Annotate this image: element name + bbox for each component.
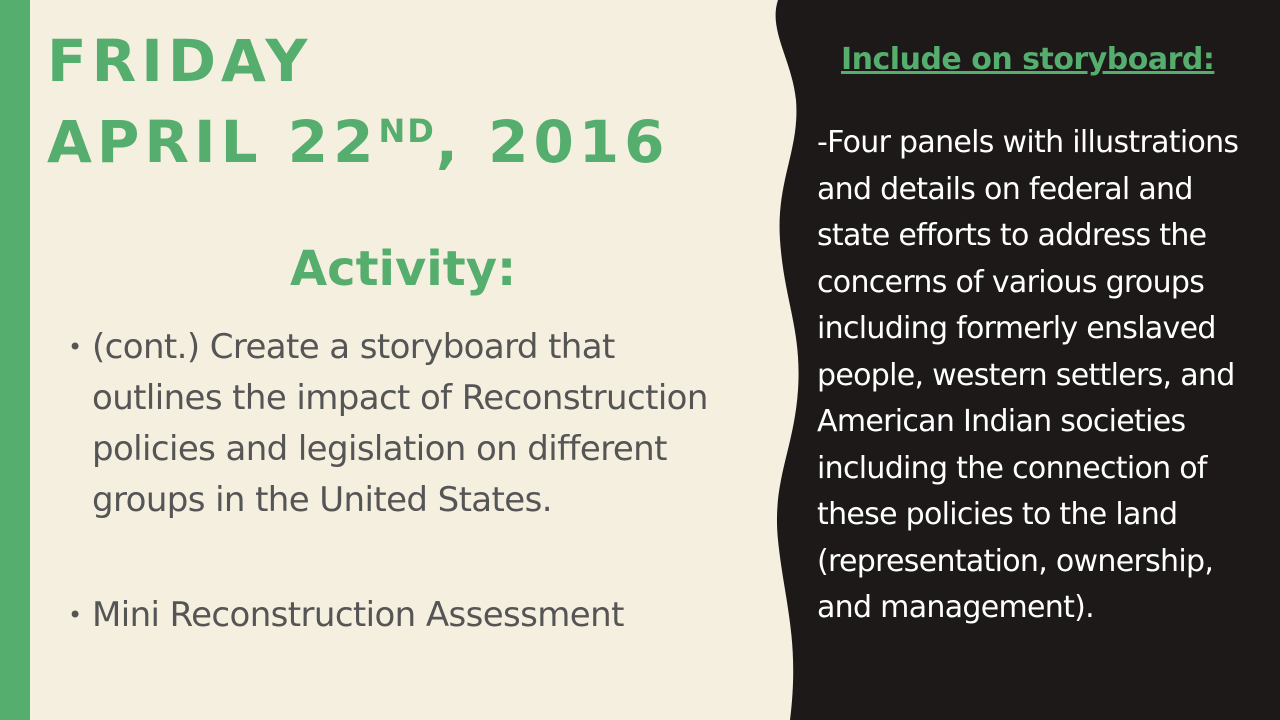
title-date-suffix: , 2016 — [435, 108, 670, 176]
bullet-text: Mini Reconstruction Assessment — [92, 595, 624, 635]
storyboard-requirements-text: -Four panels with illustrations and details on federal and state efforts to address the concerns of various groups including formerly enslaved people, western settlers, and American Indian societies including the connection of these policies to the land (representation, ownership, and management). — [817, 125, 1239, 625]
bullet-text: (cont.) Create a storyboard that outlines the impact of Reconstruction policies and legislation on different groups in the United States. — [92, 327, 708, 520]
slide-title — [47, 26, 747, 177]
storyboard-heading: Include on storyboard: — [841, 42, 1215, 77]
activity-bullet-list — [68, 322, 728, 641]
title-line-2 — [47, 96, 747, 177]
title-date-superscript: ND — [378, 112, 436, 150]
list-item — [68, 590, 728, 641]
bullet-dot-icon: • — [68, 601, 82, 629]
activity-heading: Activity: — [290, 241, 517, 297]
bullet-dot-icon: • — [68, 333, 82, 361]
title-date-prefix: APRIL 22 — [47, 108, 379, 176]
list-item — [68, 322, 728, 526]
title-line-1: FRIDAY — [47, 27, 313, 95]
